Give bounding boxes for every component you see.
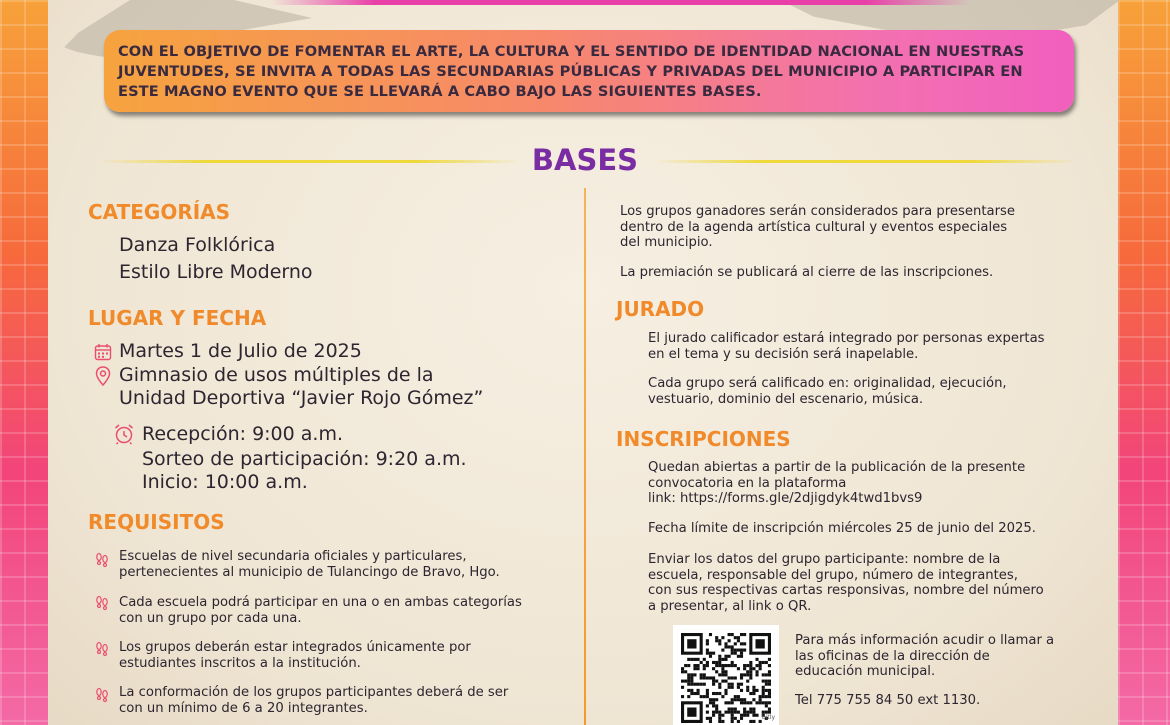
footprints-icon: [95, 687, 109, 703]
requisito-item: La conformación de los grupos participantes deberá de ser con un mínimo de 6 a 20 integrantes.: [119, 685, 509, 716]
left-decorative-border: [0, 0, 48, 725]
intro-banner: [104, 30, 1074, 112]
categoria-item: Estilo Libre Moderno: [119, 261, 313, 283]
alarm-clock-icon: [113, 423, 135, 445]
inscripciones-link[interactable]: link: https://forms.gle/2djigdyk4twd1bvs9: [648, 491, 923, 506]
requisitos-heading: REQUISITOS: [88, 510, 225, 534]
contacto-telefono: Tel 775 755 84 50 ext 1130.: [795, 693, 981, 708]
inicio-time: Inicio: 10:00 a.m.: [142, 471, 308, 493]
inscripciones-heading: INSCRIPCIONES: [616, 427, 791, 451]
requisito-item: Los grupos deberán estar integrados únicamente por estudiantes inscritos a la institución.: [119, 640, 471, 671]
premiacion-text: Los grupos ganadores serán considerados para presentarse dentro de la agenda artística cultural y eventos especiales del municipio.: [620, 204, 1016, 250]
column-divider: [584, 188, 586, 725]
right-decorative-border: [1118, 0, 1170, 725]
event-date: Martes 1 de Julio de 2025: [119, 340, 362, 362]
qr-label: bitly: [761, 714, 775, 721]
sorteo-time: Sorteo de participación: 9:20 a.m.: [142, 448, 467, 470]
qr-code-graphic: [681, 633, 771, 723]
event-location-line2: Unidad Deportiva “Javier Rojo Gómez”: [119, 387, 484, 409]
inscripciones-deadline: Fecha límite de inscripción miércoles 25 de junio del 2025.: [648, 521, 1036, 536]
footprints-icon: [95, 552, 109, 568]
contacto-text: Para más información acudir o llamar a las oficinas de la dirección de educación municipal.: [795, 633, 1055, 679]
inscripciones-text-3: Enviar los datos del grupo participante: nombre de la escuela, responsable del grupo, número de integrantes, con sus respectivas cartas responsivas, nombre del número a presentar, al link o QR.: [648, 552, 1044, 614]
calendar-icon: [94, 343, 112, 361]
intro-text: CON EL OBJETIVO DE FOMENTAR EL ARTE, LA CULTURA Y EL SENTIDO DE IDENTIDAD NACIONAL EN NUESTRAS JUVENTUDES, SE INVITA A TODAS LAS SECUNDARIAS PÚBLICAS Y PRIVADAS DEL MUNICIPIO A PARTICIPAR EN ESTE MAGNO EVENTO QUE SE LLEVARÁ A CABO BAJO LAS SIGUIENTES BASES.: [118, 43, 1025, 100]
recepcion-time: Recepción: 9:00 a.m.: [142, 423, 344, 445]
bases-title: BASES: [531, 143, 639, 177]
location-pin-icon: [95, 366, 111, 386]
event-location-line1: Gimnasio de usos múltiples de la: [119, 364, 434, 386]
jurado-text-2: Cada grupo será calificado en: originalidad, ejecución, vestuario, dominio del escenario, música.: [648, 376, 1007, 407]
requisito-item: Cada escuela podrá participar en una o en ambas categorías con un grupo por cada una.: [119, 595, 522, 626]
footprints-icon: [95, 641, 109, 657]
inscripciones-text-1: Quedan abiertas a partir de la publicación de la presente convocatoria en la plataforma link: https://forms.gle/2djigdyk4twd1bvs9: [648, 460, 1026, 506]
qr-code[interactable]: [673, 625, 779, 725]
lugar-heading: LUGAR Y FECHA: [88, 306, 267, 330]
requisito-item: Escuelas de nivel secundaria oficiales y particulares, pertenecientes al municipio de Tulancingo de Bravo, Hgo.: [119, 549, 500, 580]
jurado-text-1: El jurado calificador estará integrado por personas expertas en el tema y su decisión será inapelable.: [648, 331, 1045, 362]
top-accent-bar: [270, 0, 970, 5]
jurado-heading: JURADO: [616, 297, 705, 321]
categoria-item: Danza Folklórica: [119, 234, 276, 256]
footprints-icon: [95, 595, 109, 611]
premiacion-note: La premiación se publicará al cierre de las inscripciones.: [620, 265, 994, 280]
categorias-heading: CATEGORÍAS: [88, 200, 231, 224]
